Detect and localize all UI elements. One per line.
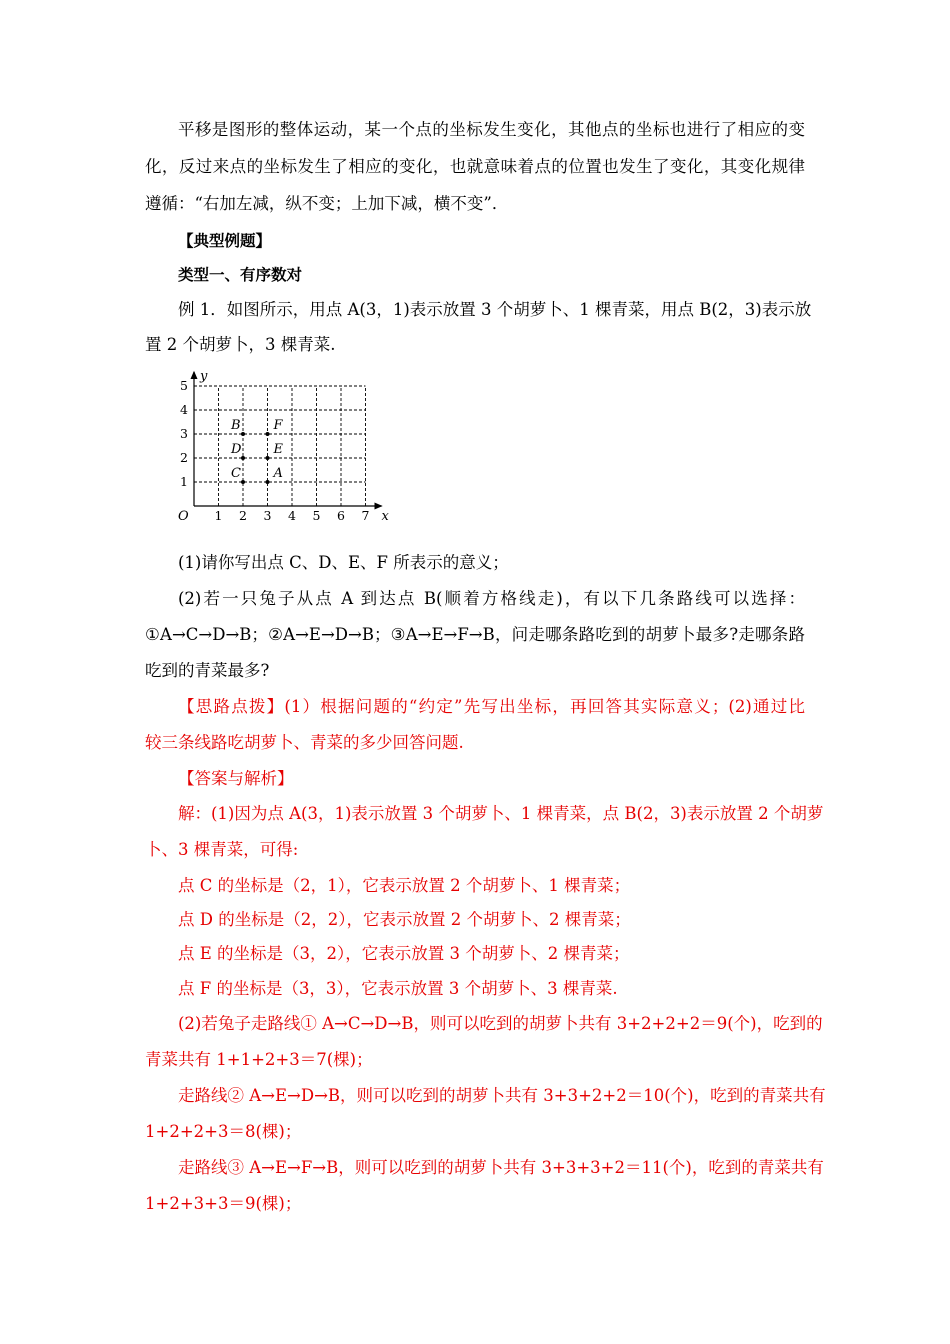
points [230, 418, 284, 484]
intro-line-3: 遵循：“右加左减，纵不变；上加下减，横不变”． [145, 194, 509, 213]
axes [194, 372, 382, 506]
point-label-d: D [231, 442, 242, 457]
point-label-a: A [273, 466, 283, 481]
point-d [241, 456, 245, 460]
point-c [241, 480, 245, 484]
y-tick-label: 5 [180, 378, 188, 393]
question-2-line-3: 吃到的青菜最多? [145, 661, 270, 680]
point-label-e: E [273, 442, 283, 457]
coordinate-grid-figure [172, 364, 387, 529]
route-2-line-2: 1+2+2+3＝8(棵)； [145, 1122, 302, 1141]
route-3-line-2: 1+2+3+3＝9(棵)； [145, 1194, 302, 1213]
x-tick-label: 1 [214, 508, 223, 523]
x-tick-label: 2 [239, 508, 247, 523]
point-a [266, 480, 270, 484]
point-e [266, 456, 270, 460]
question-2-line-1: (2)若一只兔子从点 A 到达点 B(顺着方格线走)，有以下几条路线可以选择： [178, 589, 805, 608]
solution-point-e: 点 E 的坐标是（3，2），它表示放置 3 个胡萝卜、2 棵青菜； [178, 944, 630, 963]
y-tick-label: 3 [180, 426, 188, 441]
x-tick-label: 7 [361, 508, 370, 523]
example-line-1: 例 1．如图所示，用点 A(3，1)表示放置 3 个胡萝卜、1 棵青菜，用点 B(2，3)表示放 [178, 300, 812, 319]
x-tick-label: 5 [312, 508, 321, 523]
solution-point-d: 点 D 的坐标是（2，2），它表示放置 2 个胡萝卜、2 棵青菜； [178, 910, 631, 929]
point-label-c: C [231, 466, 241, 481]
example-line-2: 置 2 个胡萝卜，3 棵青菜. [145, 335, 336, 354]
question-1: (1)请你写出点 C、D、E、F 所表示的意义； [178, 553, 509, 572]
hint-line-2: 较三条线路吃胡萝卜、青菜的多少回答问题. [145, 733, 464, 752]
route-2-line-1: 走路线② A→E→D→B，则可以吃到的胡萝卜共有 3+3+2+2＝10(个)，吃到的青菜共有 [178, 1086, 826, 1105]
solution-line-2: 卜、3 棵青菜，可得: [145, 840, 299, 859]
hint-line-1: 【思路点拨】(1）根据问题的“约定”先写出坐标，再回答其实际意义；(2)通过比 [178, 697, 805, 716]
section-heading: 【典型例题】 [178, 232, 272, 250]
intro-line-2: 化，反过来点的坐标发生了相应的变化，也就意味着点的位置也发生了变化，其变化规律 [145, 157, 805, 176]
point-f [266, 432, 270, 436]
route-1-line-2: 青菜共有 1+1+2+3＝7(棵)； [145, 1050, 373, 1069]
point-label-f: F [273, 418, 283, 433]
y-tick-label: 1 [180, 474, 188, 489]
x-tick-label: 6 [337, 508, 345, 523]
tick-labels [178, 369, 390, 524]
point-label-b: B [231, 418, 241, 433]
origin-label: O [178, 509, 189, 524]
y-tick-label: 4 [180, 402, 188, 417]
x-tick-label: 4 [288, 508, 296, 523]
x-tick-label: 3 [263, 508, 272, 523]
solution-line-1: 解：(1)因为点 A(3，1)表示放置 3 个胡萝卜、1 棵青菜，点 B(2，3)表示放置 2 个胡萝 [178, 804, 824, 823]
x-axis-label: x [381, 509, 389, 524]
y-axis-label: y [200, 369, 208, 384]
solution-point-c: 点 C 的坐标是（2，1），它表示放置 2 个胡萝卜、1 棵青菜； [178, 876, 631, 895]
solution-point-f: 点 F 的坐标是（3，3），它表示放置 3 个胡萝卜、3 棵青菜. [178, 979, 618, 998]
answer-heading: 【答案与解析】 [178, 769, 294, 788]
question-2-line-2: ①A→C→D→B；②A→E→D→B；③A→E→F→B，问走哪条路吃到的胡萝卜最多?走哪条路 [145, 625, 805, 644]
route-3-line-1: 走路线③ A→E→F→B，则可以吃到的胡萝卜共有 3+3+3+2＝11(个)，吃到的青菜共有 [178, 1158, 824, 1177]
route-1-line-1: (2)若兔子走路线① A→C→D→B，则可以吃到的胡萝卜共有 3+2+2+2＝9(个)，吃到的 [178, 1014, 823, 1033]
intro-line-1: 平移是图形的整体运动，某一个点的坐标发生变化，其他点的坐标也进行了相应的变 [178, 120, 805, 139]
point-b [241, 432, 245, 436]
y-tick-label: 2 [180, 450, 188, 465]
type-heading: 类型一、有序数对 [178, 266, 303, 284]
